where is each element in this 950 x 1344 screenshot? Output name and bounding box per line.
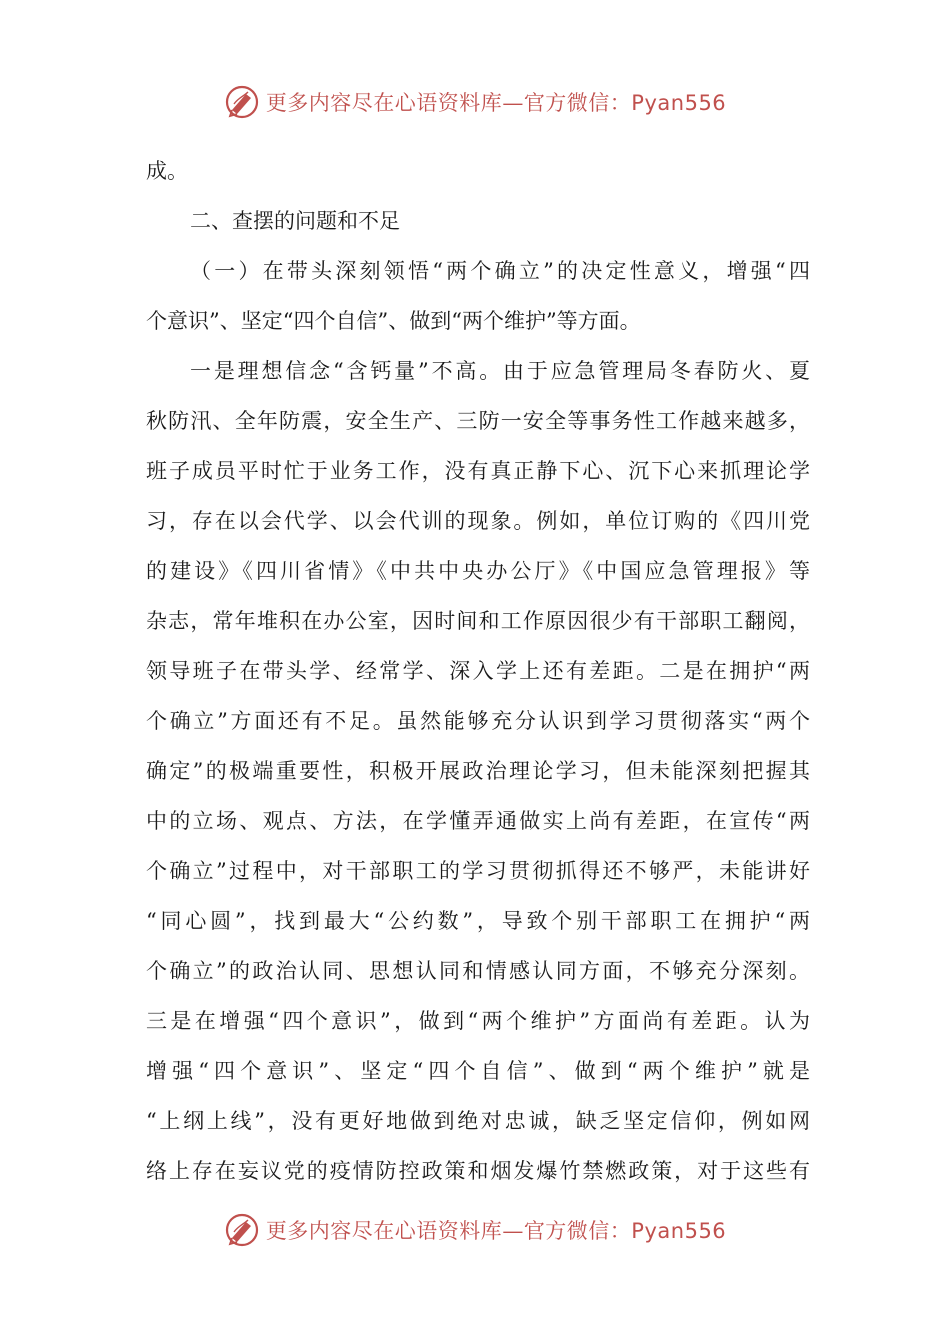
text-line: 一是理想信念“含钙量”不高。由于应急管理局冬春防火、夏 — [190, 359, 810, 383]
text-line: 个确立”过程中，对干部职工的学习贯彻抓得还不够严，未能讲好 — [146, 859, 810, 883]
section-heading: 二、查摆的问题和不足 — [190, 209, 400, 233]
pen-logo-icon — [224, 84, 260, 120]
banner-separator: — — [502, 1219, 524, 1243]
text-line: 班子成员平时忙于业务工作，没有真正静下心、沉下心来抓理论学 — [146, 459, 810, 483]
text-line: 确定”的极端重要性，积极开展政治理论学习，但未能深刻把握其 — [146, 759, 810, 783]
banner-main-text: 更多内容尽在心语资料库 — [265, 1219, 503, 1243]
text-line: 个确立”的政治认同、思想认同和情感认同方面，不够充分深刻。 — [146, 959, 810, 983]
text-line: 杂志，常年堆积在办公室，因时间和工作原因很少有干部职工翻阅， — [146, 609, 810, 633]
banner-separator: — — [502, 91, 524, 115]
text-line: 秋防汛、全年防震，安全生产、三防一安全等事务性工作越来越多， — [146, 409, 810, 433]
document-body — [146, 146, 810, 1196]
text-line: “同心圆”，找到最大“公约数”，导致个别干部职工在拥护“两 — [146, 909, 810, 933]
text-line: 的建设》《四川省情》《中共中央办公厅》《中国应急管理报》等 — [146, 559, 810, 583]
text-line: 中的立场、观点、方法，在学懂弄通做实上尚有差距，在宣传“两 — [146, 809, 810, 833]
banner-main-text: 更多内容尽在心语资料库 — [265, 91, 503, 115]
text-line: 络上存在妄议党的疫情防控政策和烟发爆竹禁燃政策，对于这些有 — [146, 1159, 810, 1183]
text-line: “上纲上线”，没有更好地做到绝对忠诚，缺乏坚定信仰，例如网 — [146, 1109, 810, 1133]
footer-watermark-banner — [0, 1210, 950, 1250]
text-line: 习，存在以会代学、以会代训的现象。例如，单位订购的《四川党 — [146, 509, 810, 533]
pen-logo-icon — [224, 1212, 260, 1248]
text-line: 三是在增强“四个意识”，做到“两个维护”方面尚有差距。认为 — [146, 1009, 810, 1033]
text-line: 领导班子在带头学、经常学、深入学上还有差距。二是在拥护“两 — [146, 659, 810, 683]
text-line: 个意识”、坚定“四个自信”、做到“两个维护”等方面。 — [146, 309, 641, 333]
banner-wechat-text: 官方微信：Pyan556 — [523, 1219, 727, 1243]
text-line: 个确立”方面还有不足。虽然能够充分认识到学习贯彻落实“两个 — [146, 709, 810, 733]
banner-text — [266, 1215, 726, 1245]
subsection-heading: （一）在带头深刻领悟“两个确立”的决定性意义，增强“四 — [190, 259, 810, 283]
banner-wechat-text: 官方微信：Pyan556 — [523, 91, 727, 115]
text-line: 增强“四个意识”、坚定“四个自信”、做到“两个维护”就是 — [146, 1059, 810, 1083]
header-watermark-banner — [0, 82, 950, 122]
text-line: 成。 — [146, 159, 188, 183]
banner-text — [266, 87, 726, 117]
